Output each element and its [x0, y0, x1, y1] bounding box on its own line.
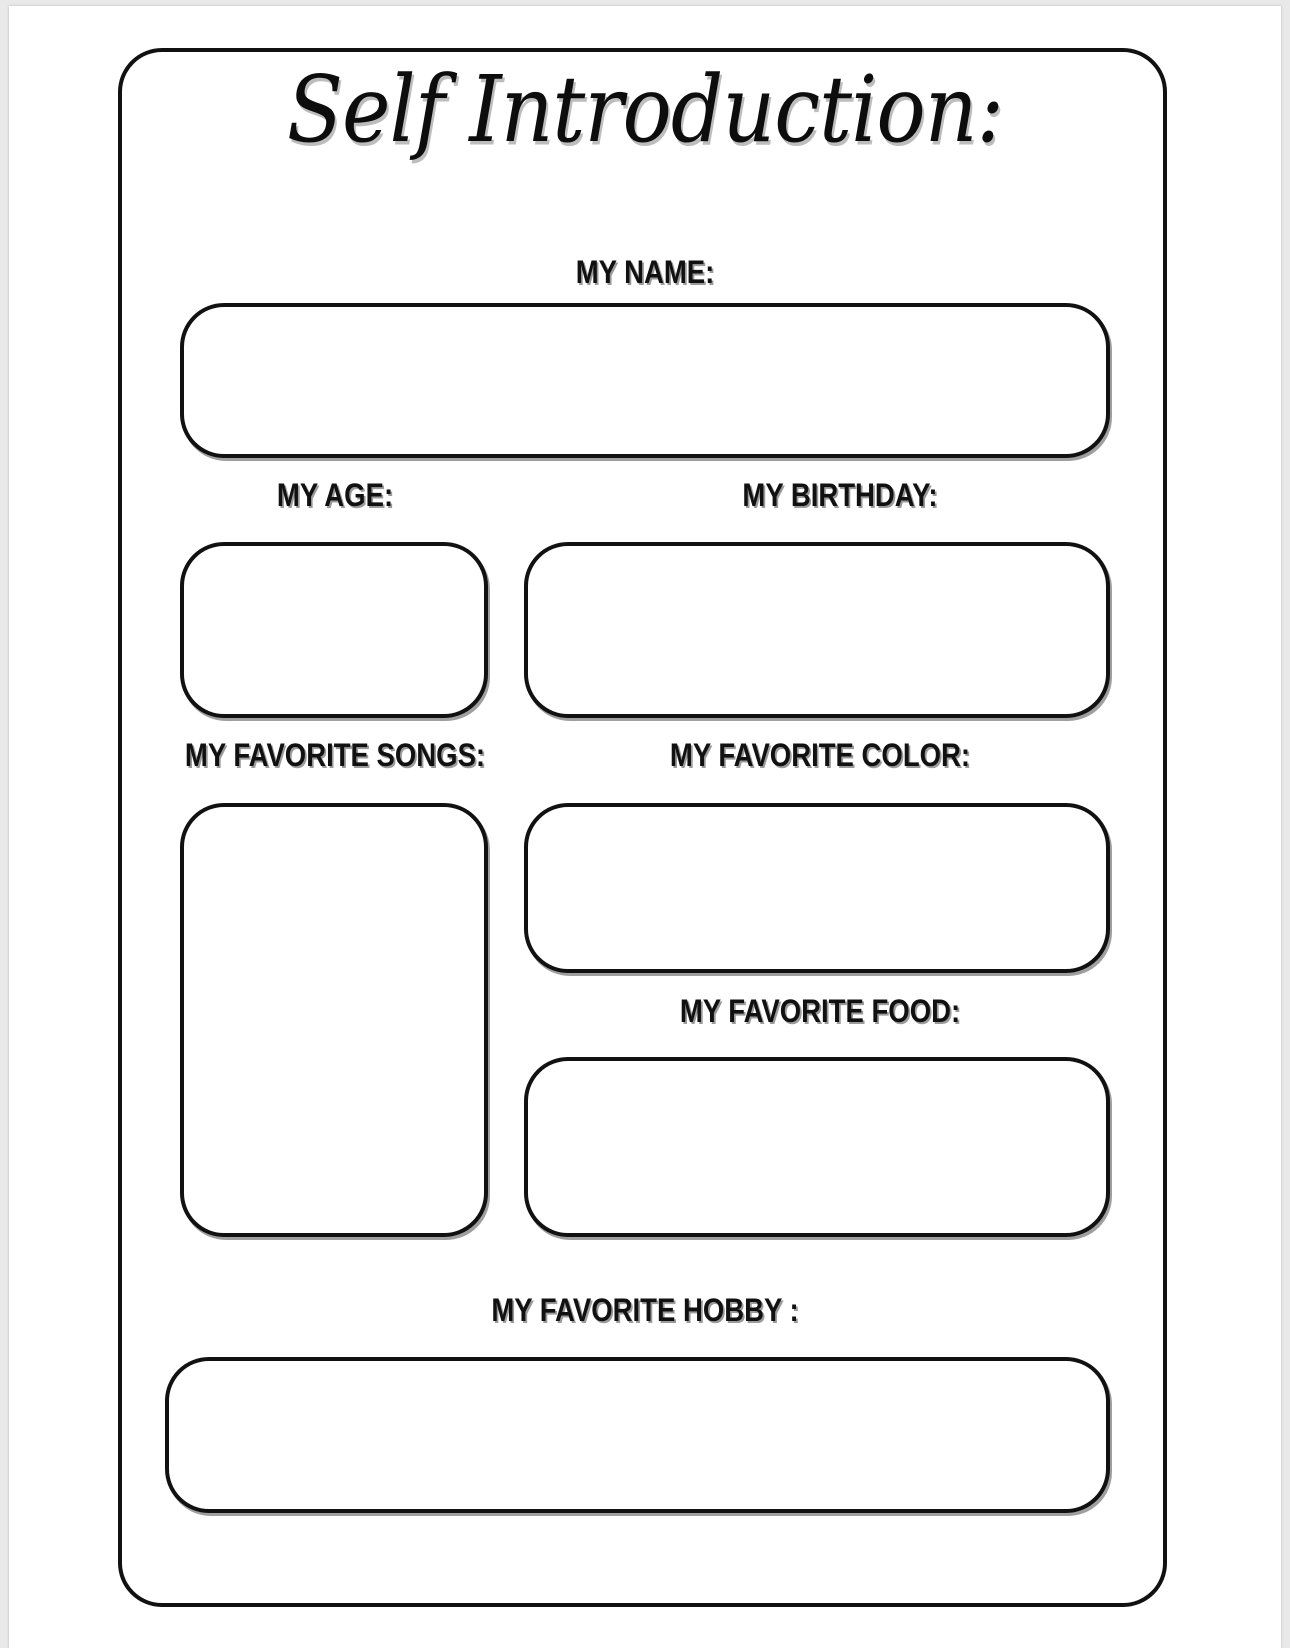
- color-field[interactable]: [524, 803, 1110, 973]
- food-field[interactable]: [524, 1057, 1110, 1237]
- color-label: MY FAVORITE COLOR:: [669, 737, 971, 773]
- hobby-label: MY FAVORITE HOBBY :: [491, 1292, 799, 1328]
- worksheet-title: Self Introduction:: [286, 57, 1004, 164]
- hobby-field[interactable]: [165, 1357, 1110, 1513]
- food-label: MY FAVORITE FOOD:: [679, 993, 961, 1029]
- age-label: MY AGE:: [276, 477, 394, 513]
- age-field[interactable]: [180, 542, 488, 718]
- name-label: MY NAME:: [575, 254, 715, 290]
- songs-field[interactable]: [180, 803, 488, 1237]
- birthday-field[interactable]: [524, 542, 1110, 718]
- birthday-label: MY BIRTHDAY:: [742, 477, 938, 513]
- songs-label: MY FAVORITE SONGS:: [184, 737, 486, 773]
- name-field[interactable]: [180, 303, 1110, 458]
